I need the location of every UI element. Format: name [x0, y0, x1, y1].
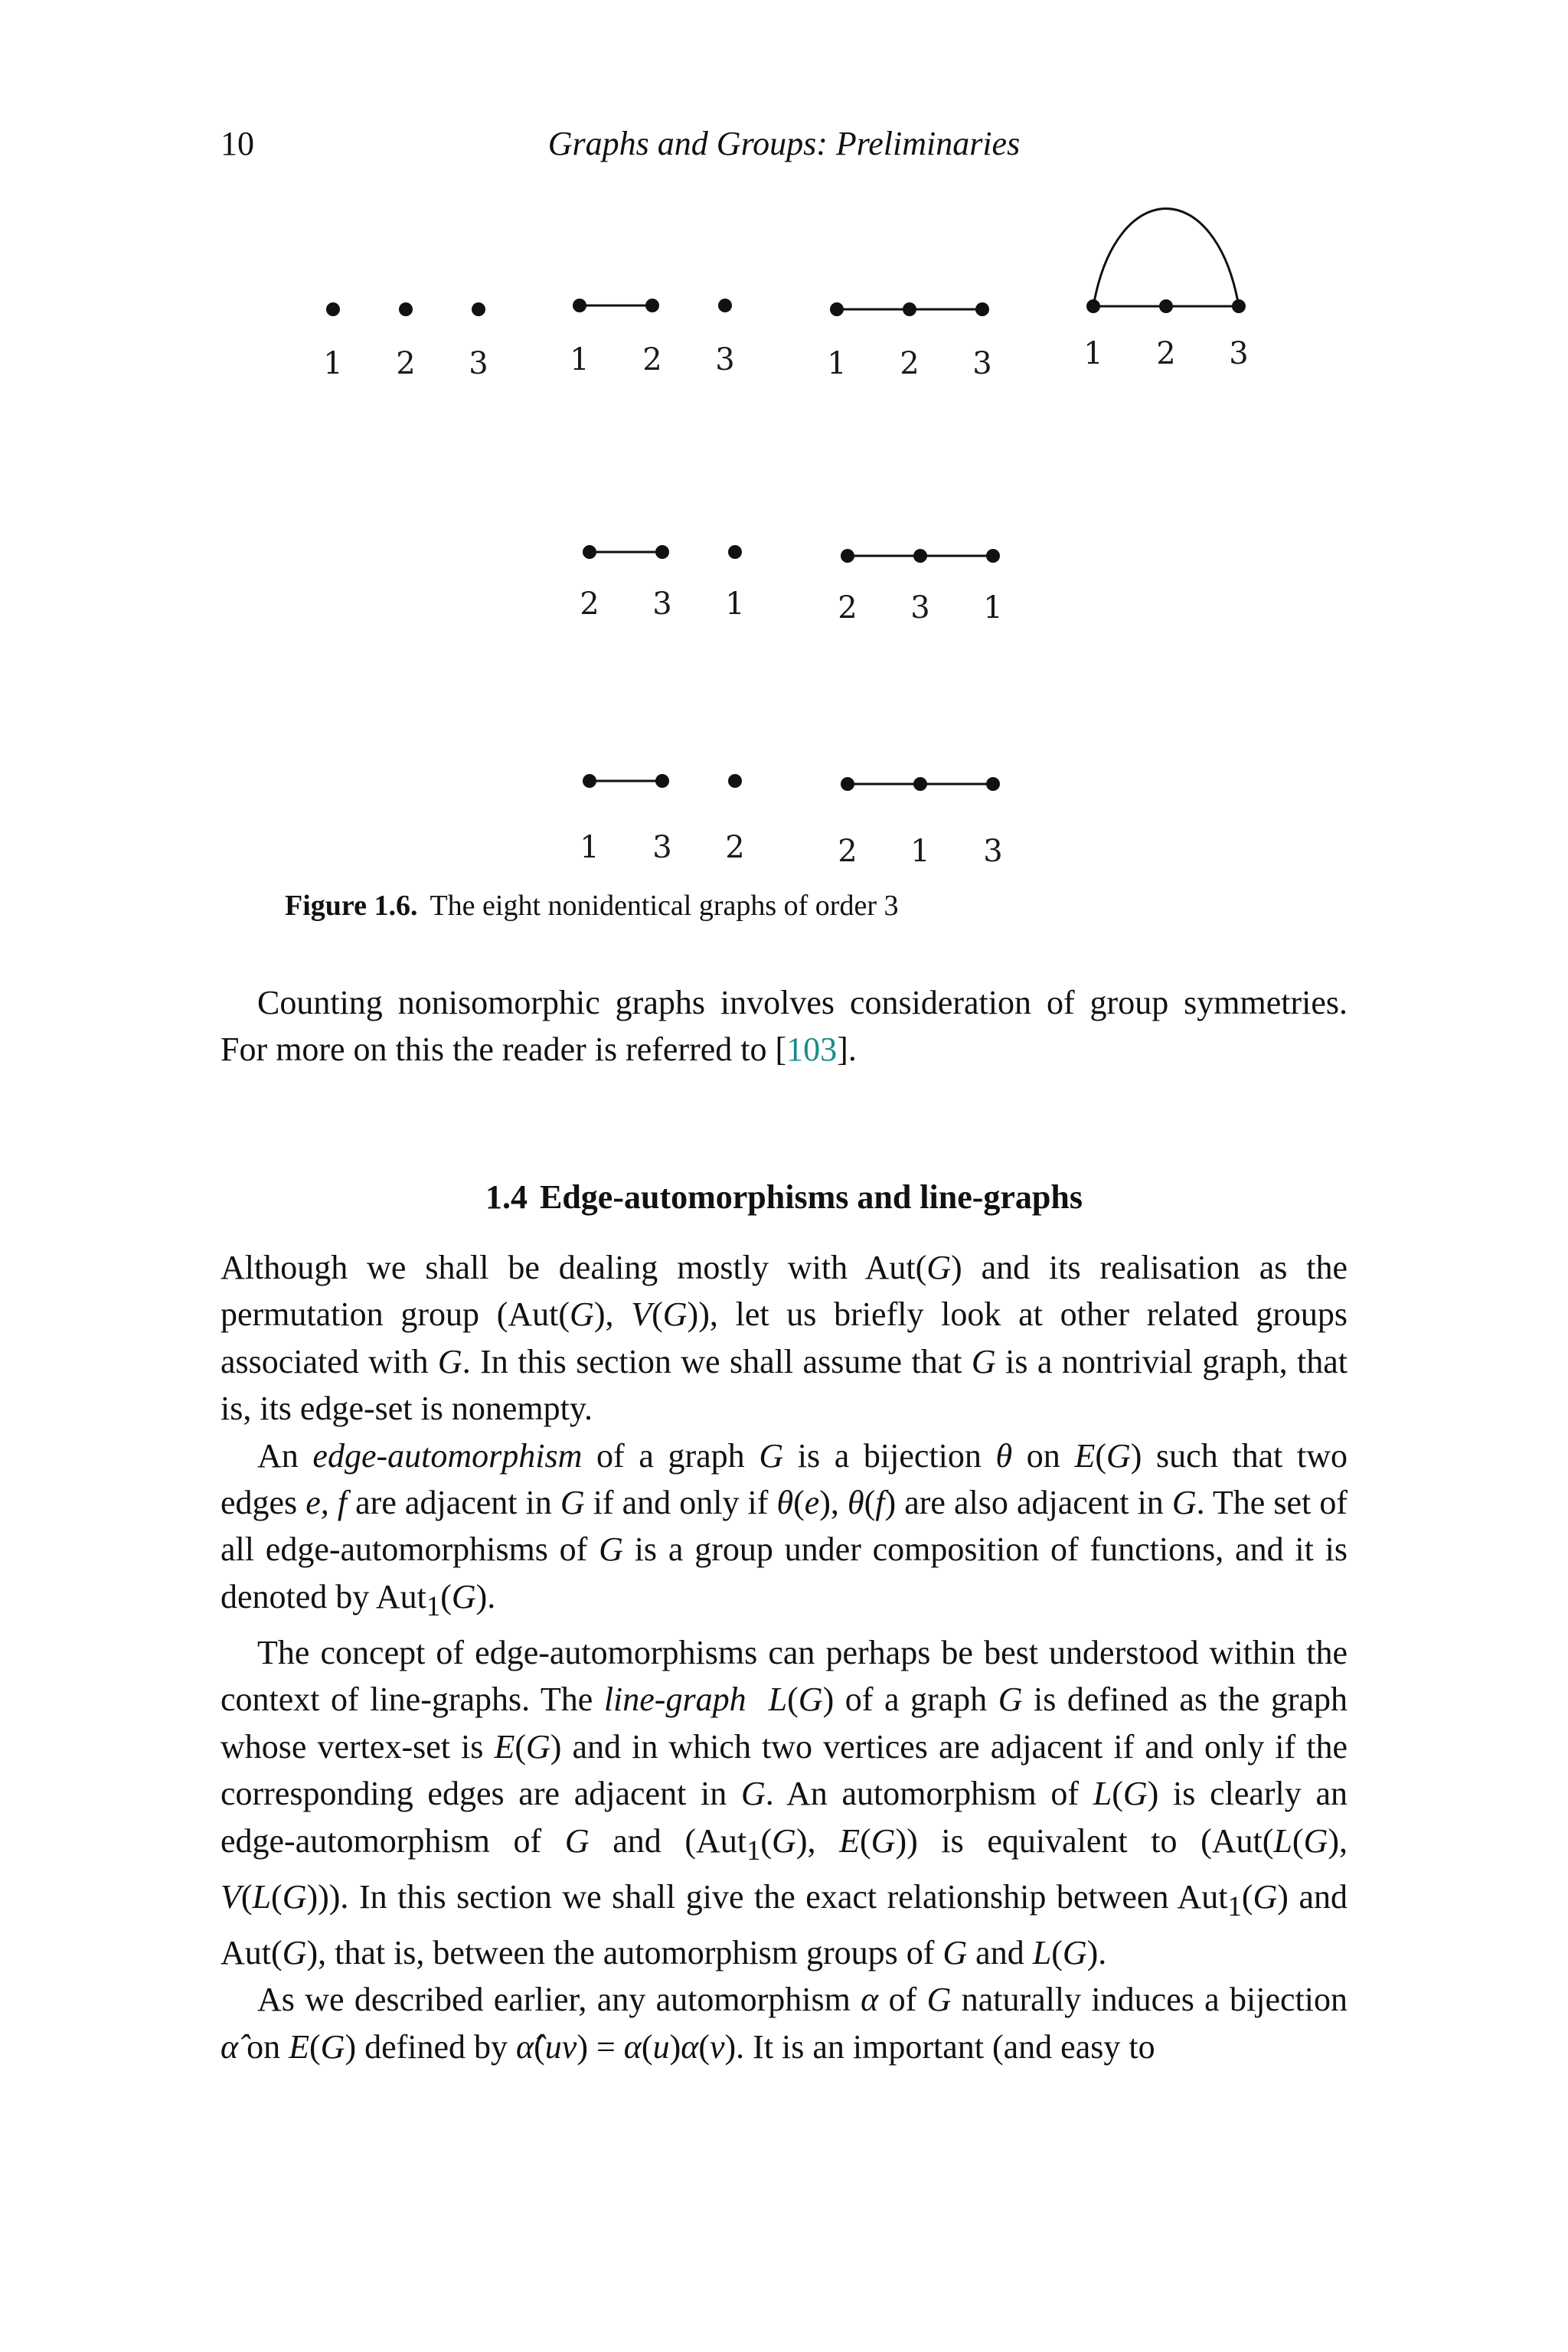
- math-symbol: α: [681, 2027, 699, 2066]
- vertex-label: 2: [1156, 336, 1176, 371]
- graph-vertex: [986, 777, 1000, 791]
- text-run: ),: [593, 1295, 632, 1334]
- graph-5: [580, 545, 744, 622]
- math-symbol: G: [1253, 1877, 1278, 1916]
- vertex-label: 3: [972, 346, 992, 381]
- text-run: ): [669, 2027, 681, 2066]
- math-symbol: e: [804, 1484, 820, 1522]
- text-run: (: [787, 1681, 799, 1719]
- text-run: (: [1241, 1877, 1253, 1916]
- graph-vertex: [903, 302, 916, 316]
- text-run: of: [878, 1981, 927, 2019]
- section-title: Edge-automorphisms and line-graphs: [539, 1178, 1083, 1216]
- subscript: 1: [1227, 1890, 1242, 1922]
- text-run: is defined as the graph whose vertex-set is: [220, 1681, 1348, 1766]
- text-run: (: [1292, 1821, 1304, 1860]
- math-symbol: E: [839, 1821, 861, 1860]
- text-run: ),: [795, 1821, 840, 1860]
- vertex-label: 3: [652, 830, 672, 865]
- text-run: (: [514, 1727, 527, 1766]
- text-run: on: [238, 2027, 289, 2066]
- graph-3: [827, 302, 991, 381]
- math-symbol: G: [871, 1821, 896, 1860]
- emphasized-term: edge-automorphism: [312, 1436, 583, 1475]
- math-symbol: G: [451, 1577, 476, 1615]
- text-run: ),: [1328, 1821, 1348, 1860]
- text-run: (: [240, 1877, 253, 1916]
- text-run: (: [793, 1484, 805, 1522]
- text-run: An: [257, 1436, 313, 1475]
- vertex-label: 2: [838, 834, 858, 869]
- math-symbol: α̂: [220, 2027, 239, 2066]
- math-symbol: V: [220, 1877, 241, 1916]
- math-symbol: θ: [776, 1484, 794, 1522]
- vertex-label: 1: [910, 834, 930, 869]
- graph-vertex: [645, 299, 659, 312]
- math-symbol: G: [599, 1530, 623, 1569]
- figure-caption-text: The eight nonidentical graphs of order 3: [430, 890, 899, 922]
- vertex-label: 3: [469, 346, 488, 381]
- graph-vertex: [718, 299, 732, 312]
- vertex-label: 3: [910, 590, 930, 626]
- text-run: ). It is an important (and easy to: [724, 2027, 1155, 2066]
- text-run: )), let us briefly look at other related groups associated with: [220, 1295, 1348, 1380]
- graph-1: [323, 302, 488, 381]
- text-run: ) =: [577, 2027, 624, 2066]
- paragraph-1: [220, 1244, 1348, 1432]
- math-symbol: G: [1062, 1934, 1087, 1972]
- vertex-label: 3: [652, 586, 672, 622]
- text-run: As we described earlier, any automorphism: [257, 1981, 861, 2019]
- text-run: ) and its realisation as the permutation group (Aut(: [220, 1249, 1348, 1334]
- math-symbol: α: [623, 2027, 642, 2066]
- text-run: ))). In this section we shall give the exact relationship between Aut: [306, 1877, 1228, 1916]
- emphasized-term: line-graph: [603, 1681, 746, 1719]
- text-run: naturally induces a bijection: [951, 1981, 1348, 2019]
- vertex-label: 2: [838, 590, 858, 626]
- vertex-label: 1: [983, 590, 1003, 626]
- math-symbol: G: [1171, 1484, 1197, 1522]
- text-run: is a bijection: [783, 1436, 996, 1475]
- text-run: and (Aut: [589, 1821, 747, 1860]
- math-symbol: G: [759, 1436, 784, 1475]
- graph-vertex: [1232, 299, 1246, 313]
- math-symbol: G: [926, 1249, 952, 1286]
- vertex-label: 3: [1229, 336, 1249, 371]
- citation-link[interactable]: 103: [786, 1031, 838, 1069]
- text-run: is a group under composition of functions, and it is denoted by Aut: [220, 1530, 1348, 1615]
- text-run: ).: [1086, 1934, 1107, 1972]
- text-run: ), that is, between the automorphism groups of: [306, 1934, 943, 1972]
- text-run: . In this section we shall assume that: [462, 1342, 972, 1380]
- figure-caption: [285, 887, 898, 925]
- math-symbol: G: [942, 1934, 968, 1972]
- math-symbol: uv: [544, 2027, 577, 2066]
- math-symbol: G: [282, 1877, 307, 1916]
- text-run: (: [534, 2027, 545, 2066]
- text-run: (: [309, 2027, 321, 2066]
- text-run: )) is equivalent to (Aut(: [895, 1821, 1274, 1860]
- section-body: [220, 1244, 1348, 2070]
- text-run: (: [271, 1877, 283, 1916]
- graph-vertex: [913, 549, 927, 563]
- vertex-label: 1: [827, 346, 847, 381]
- math-symbol: G: [1303, 1821, 1328, 1860]
- text-run: and: [967, 1934, 1033, 1972]
- vertex-label: 1: [725, 586, 745, 622]
- text-run: ) of a graph: [822, 1681, 998, 1719]
- graph-vertex: [583, 774, 596, 788]
- paragraph-counting: [220, 979, 1348, 1073]
- text-run: (: [440, 1577, 452, 1615]
- text-run: (: [641, 2027, 653, 2066]
- graph-vertex: [583, 545, 596, 559]
- math-symbol: L: [252, 1877, 272, 1916]
- text-run: of a graph: [582, 1436, 760, 1475]
- text-run: . An automorphism of: [765, 1775, 1093, 1813]
- math-symbol: G: [560, 1484, 585, 1522]
- subscript: 1: [426, 1589, 441, 1622]
- text-run: ) and in which two vertices are adjacent if and only if the corresponding edges are adjacent in: [220, 1727, 1348, 1813]
- vertex-label: 1: [570, 342, 590, 377]
- paragraph-4: [220, 1976, 1348, 2070]
- figure-caption-label: Figure 1.6.: [285, 890, 418, 922]
- vertex-label: 2: [580, 586, 599, 622]
- math-symbol: E: [289, 2027, 309, 2066]
- math-symbol: G: [998, 1681, 1023, 1719]
- vertex-label: 1: [323, 346, 343, 381]
- graph-6: [838, 549, 1002, 626]
- text-run: (: [698, 2027, 710, 2066]
- graph-vertex: [975, 302, 989, 316]
- vertex-label: 2: [396, 346, 416, 381]
- graph-4: [1083, 209, 1248, 372]
- text-run: if and only if: [584, 1484, 777, 1522]
- graph-vertex: [728, 545, 742, 559]
- graph-vertex: [913, 777, 927, 791]
- text-run: (: [860, 1821, 871, 1860]
- math-symbol: L: [768, 1681, 788, 1719]
- text-run: (: [652, 1295, 663, 1334]
- figure-1-6: [0, 0, 1568, 880]
- math-symbol: G: [437, 1342, 462, 1380]
- text-run: . The set of all edge-automorphisms of: [220, 1484, 1348, 1569]
- math-symbol: G: [798, 1681, 823, 1719]
- graph-vertex: [986, 549, 1000, 563]
- math-symbol: G: [971, 1342, 996, 1380]
- vertex-label: 1: [580, 830, 599, 865]
- vertex-label: 1: [1083, 336, 1103, 371]
- graph-vertex: [655, 774, 669, 788]
- vertex-label: 2: [900, 346, 920, 381]
- paragraph-2: [220, 1432, 1348, 1629]
- text-run: ) such that two edges: [220, 1436, 1348, 1522]
- graph-vertex: [1159, 299, 1173, 313]
- math-symbol: G: [320, 2027, 345, 2066]
- math-symbol: L: [1273, 1821, 1292, 1860]
- math-symbol: α: [861, 1981, 879, 2019]
- text-run: is a nontrivial graph, that is, its edge-set is nonempty.: [220, 1342, 1348, 1428]
- text-run: on: [1012, 1436, 1075, 1475]
- text-run: (: [1112, 1775, 1123, 1813]
- math-symbol: E: [1074, 1436, 1096, 1475]
- math-symbol: L: [1093, 1775, 1112, 1813]
- math-symbol: θ: [848, 1484, 864, 1522]
- section-number: 1.4: [485, 1178, 528, 1216]
- text-run: ) is clearly an edge-automorphism of: [220, 1775, 1348, 1860]
- text-run: are adjacent in: [347, 1484, 560, 1522]
- vertex-label: 3: [715, 342, 735, 377]
- paragraph-3: [220, 1629, 1348, 1976]
- math-symbol: u: [652, 2027, 670, 2066]
- math-symbol: V: [631, 1295, 652, 1334]
- vertex-label: 3: [983, 834, 1003, 869]
- vertex-label: 2: [725, 830, 745, 865]
- page-number: 10: [220, 125, 254, 162]
- graph-7: [580, 774, 744, 865]
- text-run: ].: [837, 1031, 857, 1069]
- math-symbol: α̂: [516, 2027, 534, 2066]
- text-run: (: [1051, 1934, 1063, 1972]
- graph-vertex: [573, 299, 586, 312]
- graph-vertex: [655, 545, 669, 559]
- subscript: 1: [746, 1834, 761, 1866]
- math-symbol: G: [526, 1727, 550, 1766]
- math-symbol: G: [282, 1934, 307, 1972]
- graph-vertex: [841, 549, 854, 563]
- text-run: The concept of edge-automorphisms can perhaps be best understood within the context of line-graphs. The: [220, 1634, 1348, 1719]
- graph-vertex: [841, 777, 854, 791]
- math-symbol: G: [1122, 1775, 1148, 1813]
- graph-vertex: [399, 302, 413, 316]
- math-symbol: G: [1106, 1436, 1131, 1475]
- math-symbol: G: [662, 1295, 688, 1334]
- math-symbol: G: [926, 1981, 952, 2019]
- math-symbol: e, f: [305, 1484, 348, 1522]
- section-heading: [0, 1176, 1568, 1219]
- graph-vertex: [830, 302, 844, 316]
- graph-arc-edge: [1093, 209, 1239, 307]
- graph-vertex: [728, 774, 742, 788]
- math-symbol: G: [772, 1821, 796, 1860]
- math-symbol: L: [1032, 1934, 1052, 1972]
- math-symbol: θ: [995, 1436, 1013, 1475]
- graph-vertex: [326, 302, 340, 316]
- math-symbol: v: [709, 2027, 725, 2066]
- text-run: ) are also adjacent in: [884, 1484, 1172, 1522]
- math-symbol: G: [740, 1775, 766, 1813]
- text-run: (: [864, 1484, 876, 1522]
- math-symbol: G: [564, 1821, 590, 1860]
- graph-vertex: [1086, 299, 1100, 313]
- text-run: (: [1095, 1436, 1106, 1475]
- text-run: Although we shall be dealing mostly with Aut(: [220, 1249, 927, 1286]
- graph-2: [570, 299, 734, 377]
- math-symbol: G: [570, 1295, 594, 1334]
- graph-8: [838, 777, 1002, 869]
- text-run: (: [760, 1821, 773, 1860]
- running-head: Graphs and Groups: Preliminaries: [547, 125, 1021, 162]
- text-run: ) and Aut(: [220, 1877, 1348, 1972]
- math-symbol: E: [494, 1727, 515, 1766]
- vertex-label: 2: [642, 342, 662, 377]
- text-run: ),: [819, 1484, 848, 1522]
- text-run: ) defined by: [345, 2027, 517, 2066]
- text-run: Counting nonisomorphic graphs involves consideration of group symmetries. For more on this the reader is referred to [: [220, 984, 1348, 1069]
- math-symbol: f: [875, 1484, 885, 1522]
- graph-vertex: [472, 302, 485, 316]
- text-run: ).: [475, 1577, 496, 1615]
